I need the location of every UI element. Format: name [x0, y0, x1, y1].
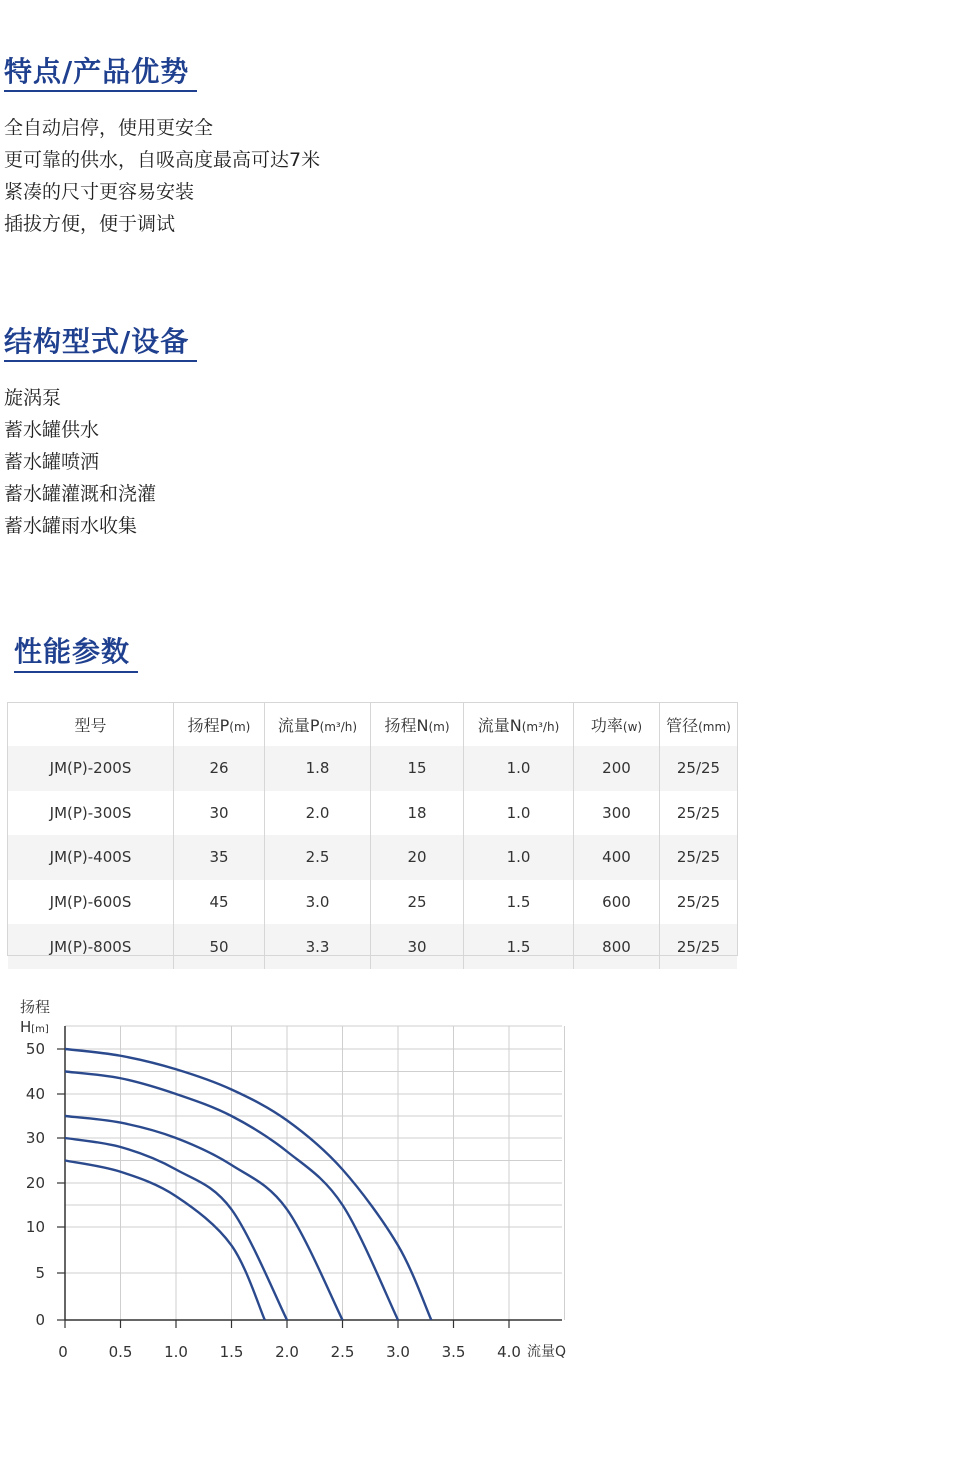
cell: 25/25	[660, 746, 738, 791]
table-row	[8, 924, 737, 969]
list-item: 更可靠的供水，自吸高度最高可达7米	[4, 149, 321, 171]
x-axis-label: 流量Q	[527, 1344, 567, 1360]
cell: 18	[371, 791, 464, 836]
cell-model: JM(P)-300S	[8, 791, 174, 836]
x-tick-label: 0	[58, 1343, 68, 1361]
structure-list	[4, 382, 156, 542]
performance-curve-chart	[0, 990, 600, 1370]
cell: 20	[371, 835, 464, 880]
x-tick-label: 1.0	[164, 1343, 188, 1361]
x-tick-label: 2.5	[330, 1343, 355, 1361]
table-row	[8, 791, 737, 836]
cell: 1.0	[464, 791, 574, 836]
list-item: 蓄水罐喷洒	[4, 451, 100, 473]
y-tick-label: 10	[25, 1218, 45, 1236]
features-title-underline	[4, 90, 197, 92]
cell: 25/25	[660, 791, 738, 836]
header-model: 型号	[8, 703, 174, 746]
cell: 300	[574, 791, 660, 836]
cell: 30	[174, 791, 265, 836]
cell: 800	[574, 924, 660, 969]
cell: 15	[371, 746, 464, 791]
structure-title-underline	[4, 360, 197, 362]
x-tick-label: 0.5	[108, 1343, 133, 1361]
cell: 50	[174, 924, 265, 969]
header-head-p: 扬程P(m)	[174, 703, 265, 746]
list-item: 蓄水罐雨水收集	[4, 515, 138, 537]
chart-series	[65, 1049, 431, 1320]
cell: 2.0	[265, 791, 371, 836]
series-curve-1	[65, 1161, 265, 1321]
spec-table	[8, 703, 737, 969]
y-tick-label: 50	[25, 1040, 45, 1058]
table-row	[8, 746, 737, 791]
list-item: 紧凑的尺寸更容易安装	[4, 181, 195, 203]
table-row	[8, 880, 737, 925]
cell: 2.5	[265, 835, 371, 880]
y-tick-label: 40	[25, 1085, 45, 1103]
cell: 25/25	[660, 880, 738, 925]
cell-model: JM(P)-400S	[8, 835, 174, 880]
cell: 25/25	[660, 924, 738, 969]
header-power: 功率(w)	[574, 703, 660, 746]
y-tick-label: 20	[25, 1174, 45, 1192]
features-list	[4, 112, 320, 240]
x-tick-label: 4.0	[497, 1343, 521, 1361]
list-item: 蓄水罐供水	[4, 419, 100, 441]
header-pipe: 管径(mm)	[660, 703, 738, 746]
x-tick-label: 1.5	[219, 1343, 244, 1361]
cell: 1.0	[464, 746, 574, 791]
cell: 30	[371, 924, 464, 969]
cell: 25	[371, 880, 464, 925]
cell: 45	[174, 880, 265, 925]
cell: 1.5	[464, 924, 574, 969]
header-head-n: 扬程N(m)	[371, 703, 464, 746]
list-item: 蓄水罐灌溉和浇灌	[4, 483, 157, 505]
cell: 26	[174, 746, 265, 791]
cell: 1.8	[265, 746, 371, 791]
cell: 200	[574, 746, 660, 791]
cell-model: JM(P)-600S	[8, 880, 174, 925]
performance-title: 性能参数	[14, 635, 131, 668]
table-header-row	[8, 703, 737, 746]
cell: 35	[174, 835, 265, 880]
cell: 1.5	[464, 880, 574, 925]
cell: 600	[574, 880, 660, 925]
y-tick-label: 0	[35, 1311, 45, 1329]
cell: 25/25	[660, 835, 738, 880]
y-tick-label: 30	[25, 1129, 45, 1147]
y-axis-label: 扬程	[20, 998, 51, 1016]
cell-model: JM(P)-200S	[8, 746, 174, 791]
performance-title-underline	[14, 671, 138, 673]
structure-title: 结构型式/设备	[4, 325, 190, 358]
header-flow-p: 流量P(m³/h)	[265, 703, 371, 746]
chart-ticks	[26, 1040, 521, 1361]
cell: 1.0	[464, 835, 574, 880]
x-tick-label: 3.5	[441, 1343, 466, 1361]
x-tick-label: 2.0	[275, 1343, 299, 1361]
cell-model: JM(P)-800S	[8, 924, 174, 969]
list-item: 旋涡泵	[4, 387, 62, 409]
y-axis-symbol: H[m]	[20, 1018, 49, 1036]
cell: 3.0	[265, 880, 371, 925]
y-tick-label: 5	[35, 1264, 45, 1282]
header-flow-n: 流量N(m³/h)	[464, 703, 574, 746]
cell: 3.3	[265, 924, 371, 969]
features-title: 特点/产品优势	[4, 55, 190, 88]
table-row	[8, 835, 737, 880]
cell: 400	[574, 835, 660, 880]
list-item: 插拔方便，便于调试	[4, 213, 176, 235]
list-item: 全自动启停，使用更安全	[4, 117, 214, 139]
x-tick-label: 3.0	[386, 1343, 410, 1361]
